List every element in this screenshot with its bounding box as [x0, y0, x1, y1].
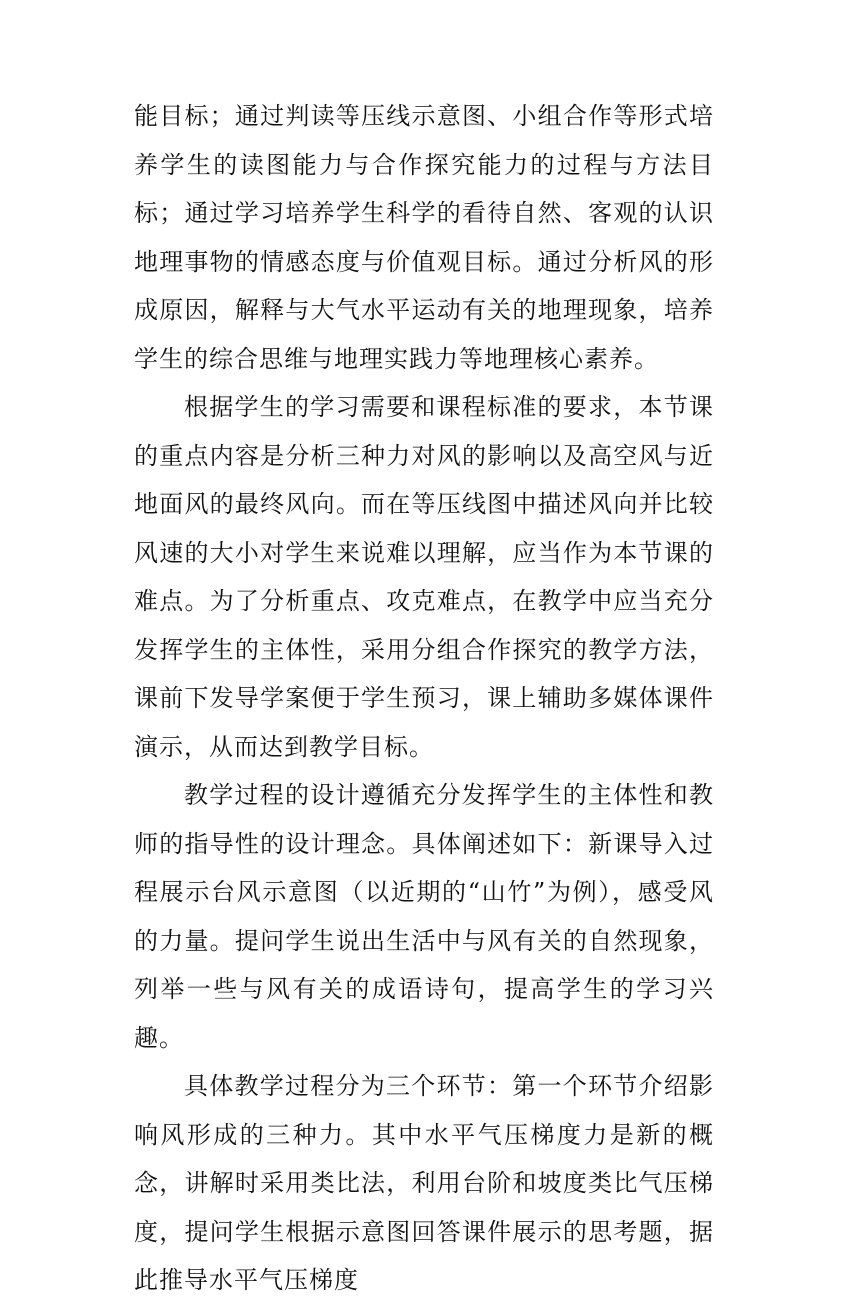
paragraph-teaching-process: 具体教学过程分为三个环节：第一个环节介绍影响风形成的三种力。其中水平气压梯度力是新的概念，讲解时采用类比法，利用台阶和坡度类比气压梯度，提问学生根据示意图回答课件展示的思考题，据此推导水平气压梯度 — [134, 1072, 714, 1294]
document-body — [134, 92, 714, 1305]
paragraph-key-points: 根据学生的学习需要和课程标准的要求，本节课的重点内容是分析三种力对风的影响以及高空风与近地面风的最终风向。而在等压线图中描述风向并比较风速的大小对学生来说难以理解，应当作为本节课的难点。为了分析重点、攻克难点，在教学中应当充分发挥学生的主体性，采用分组合作探究的教学方法，课前下发导学案便于学生预习，课上辅助多媒体课件演示，从而达到教学目标。 — [134, 393, 714, 761]
paragraph-teaching-design: 教学过程的设计遵循充分发挥学生的主体性和教师的指导性的设计理念。具体阐述如下：新课导入过程展示台风示意图（以近期的“山竹”为例），感受风的力量。提问学生说出生活中与风有关的自然现象，列举一些与风有关的成语诗句，提高学生的学习兴趣。 — [134, 781, 714, 1052]
paragraph-continued-objectives: 能目标；通过判读等压线示意图、小组合作等形式培养学生的读图能力与合作探究能力的过程与方法目标；通过学习培养学生科学的看待自然、客观的认识地理事物的情感态度与价值观目标。通过分析风的形成原因，解释与大气水平运动有关的地理现象，培养学生的综合思维与地理实践力等地理核心素养。 — [134, 102, 714, 373]
